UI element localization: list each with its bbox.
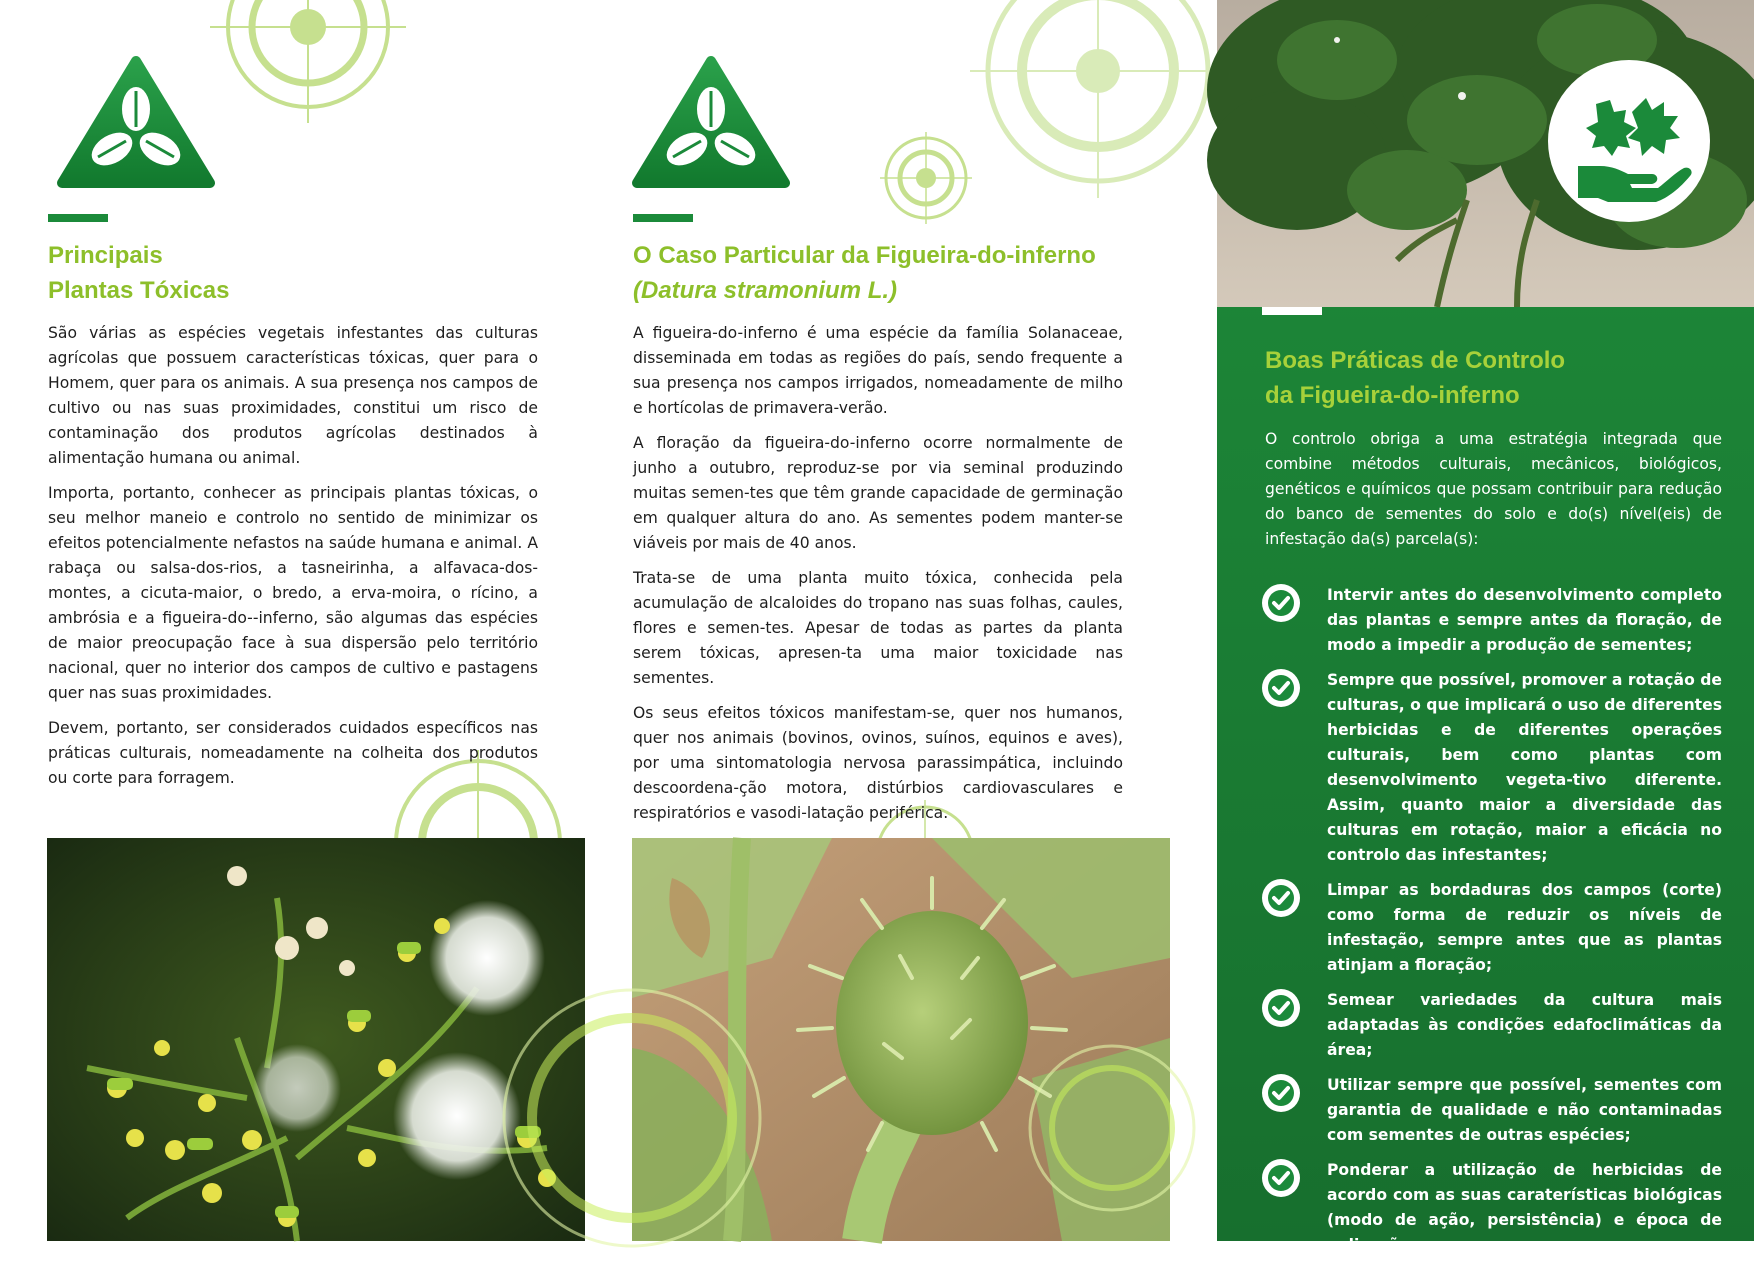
check-circle-icon xyxy=(1261,1158,1301,1198)
panel-intro: O controlo obriga a uma estratégia integrada que combine métodos culturais, mecânicos, biológicos, genéticos e químicos que possam contribuir para redução do banco de sementes do solo e do(s) nível(eis) de infestação da(s) parcela(s): xyxy=(1265,430,1722,548)
check-circle-icon xyxy=(1261,583,1301,623)
target-rings-decoration xyxy=(210,0,410,125)
paragraph: São várias as espécies vegetais infestantes das culturas agrícolas que possuem características tóxicas, quer para o Homem, quer para os animais. A sua presença nos campos de cultivo ou nas suas proximidades, constitui um risco de contaminação dos produtos agrícolas destinados à alimentação humana ou animal. xyxy=(48,324,538,467)
check-circle-icon xyxy=(1261,988,1301,1028)
trefoil-triangle-logo xyxy=(58,57,214,189)
photo-senecio-flowers xyxy=(47,838,585,1241)
boas-praticas-panel xyxy=(1217,0,1754,1254)
paragraph: Trata-se de uma planta muito tóxica, conhecida pela acumulação de alcaloides do tropano nas suas folhas, caules, flores e semen-tes. Apesar de todas as partes da planta serem tóxicas, apresen-ta uma maior toxicidade nas sementes. xyxy=(633,569,1123,687)
list-item: Sempre que possível, promover a rotação de culturas, o que implicará o uso de diferentes herbicidas e de diferentes operações culturais, bem como plantas com desenvolvimento vegeta-tivo diferente. Assim, quanto maior a diversidade das culturas em rotação, maior a eficácia no controlo das infestantes; xyxy=(1261,668,1722,868)
list-item: Ponderar a utilização de herbicidas de acordo com as suas caraterísticas biológicas (modo de ação, persistência) e época de aplicação. xyxy=(1261,1158,1722,1258)
section-body xyxy=(633,321,1123,836)
check-circle-icon xyxy=(1261,1073,1301,1113)
target-rings-decoration xyxy=(970,0,1230,200)
accent-bar xyxy=(48,214,108,222)
holly-hand-badge xyxy=(1548,60,1710,222)
photo-datura-fruit xyxy=(632,838,1170,1241)
accent-bar xyxy=(633,214,693,222)
list-item: Semear variedades da cultura mais adaptadas às condições edafoclimáticas da área; xyxy=(1261,988,1722,1063)
section-heading: O Caso Particular da Figueira-do-inferno (Datura stramonium L.) xyxy=(633,242,1096,304)
paragraph: A floração da figueira-do-inferno ocorre normalmente de junho a outubro, reproduz-se por via seminal produzindo muitas semen-tes que têm grande capacidade de germinação em qualquer altura do ano. As sementes podem manter-se viáveis por mais de 40 anos. xyxy=(633,434,1123,552)
list-item: Intervir antes do desenvolvimento completo das plantas e sempre antes da floração, de modo a impedir a produção de sementes; xyxy=(1261,583,1722,658)
paragraph: Os seus efeitos tóxicos manifestam-se, quer nos humanos, quer nos animais (bovinos, ovinos, suínos, equinos e aves), por uma sintomatologia nervosa parassimpática, incluindo descoordena-ção motora, distúrbios cardiovasculares e respiratórios e vasodi-latação periférica. xyxy=(633,704,1123,822)
trefoil-triangle-logo xyxy=(633,57,789,189)
panel-heading: Boas Práticas de Controlo da Figueira-do-inferno xyxy=(1265,347,1566,409)
paragraph: A figueira-do-inferno é uma espécie da família Solanaceae, disseminada em todas as regiões do país, sendo frequente a sua presença nos campos irrigados, nomeadamente de milho e hortícolas de primavera-verão. xyxy=(633,324,1123,417)
list-item: Utilizar sempre que possível, sementes com garantia de qualidade e não contaminadas com sementes de outras espécies; xyxy=(1261,1073,1722,1148)
list-item: Limpar as bordaduras dos campos (corte) como forma de reduzir os níveis de infestação, sempre antes que as plantas atinjam a floração; xyxy=(1261,878,1722,978)
section-heading: Principais Plantas Tóxicas xyxy=(48,242,230,304)
check-circle-icon xyxy=(1261,878,1301,918)
paragraph: Devem, portanto, ser considerados cuidados específicos nas práticas culturais, nomeadamente na colheita dos produtos ou corte para forragem. xyxy=(48,719,538,787)
section-body xyxy=(48,321,538,801)
check-circle-icon xyxy=(1261,668,1301,708)
accent-bar xyxy=(1262,307,1322,315)
paragraph: Importa, portanto, conhecer as principais plantas tóxicas, o seu melhor maneio e controlo no sentido de minimizar os efeitos potencialmente nefastos na saúde humana e animal. A rabaça ou salsa-dos-rios, a tasneirinha, a alfavaca-dos-montes, a cicuta-maior, o bredo, a erva-moira, o rícino, a ambrósia e a figueira-do--inferno, são algumas das espécies de maior preocupação face à sua dispersão pelo território nacional, quer no interior dos campos de cultivo e pastagens quer nas suas proximidades. xyxy=(48,484,538,702)
holly-hand-icon xyxy=(1548,60,1710,222)
target-rings-decoration xyxy=(878,130,974,226)
practices-list xyxy=(1261,583,1722,1268)
